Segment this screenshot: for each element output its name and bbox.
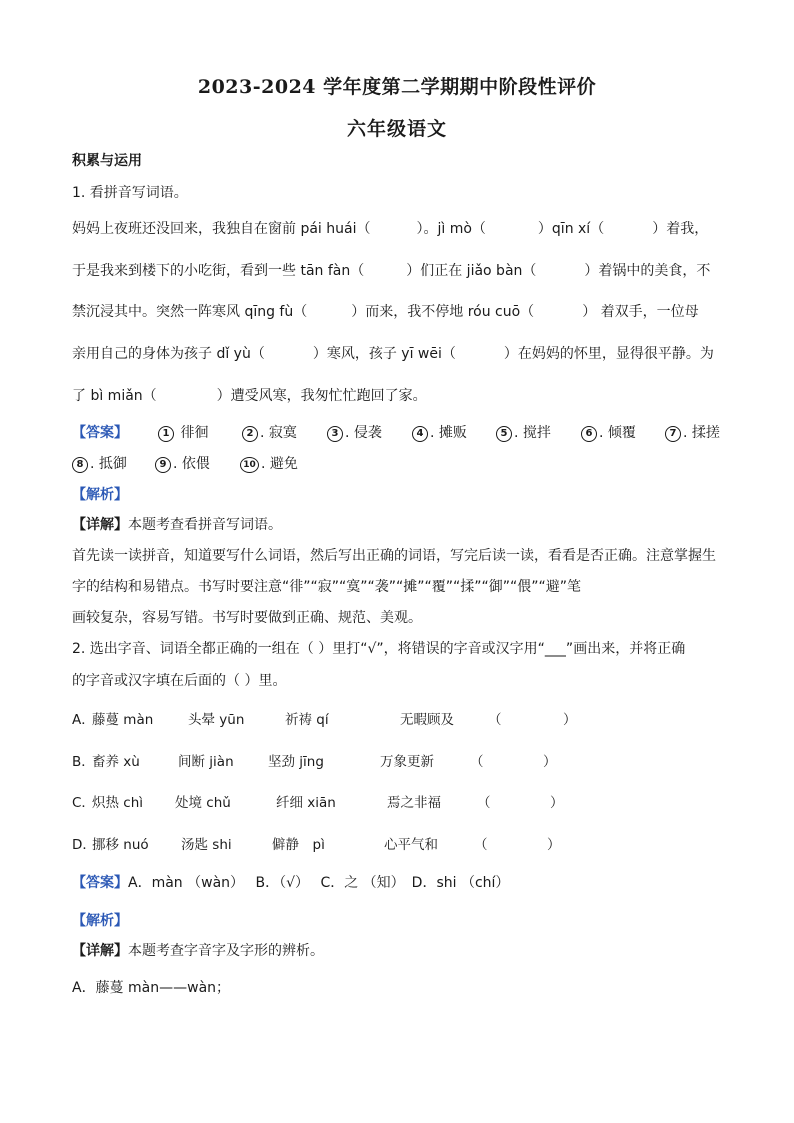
q1-line-5 bbox=[72, 387, 427, 405]
q2-option-a-item: 祈祷 qí bbox=[285, 712, 329, 728]
q2-detail bbox=[72, 942, 324, 960]
q2-option-d-paren: ） bbox=[547, 837, 561, 853]
q2-option-a-item: 无暇顾及 bbox=[400, 712, 454, 728]
q2-option-a-paren: ） bbox=[563, 712, 577, 728]
answer-text: 避免 bbox=[269, 456, 298, 472]
q2-last-line: A．藤蔓 màn——wàn； bbox=[72, 980, 231, 996]
q2-option-c-item: 焉之非福 bbox=[387, 795, 441, 811]
q1-text: ）在妈妈的怀里，显得很平静。为 bbox=[503, 346, 714, 362]
q2-option-a-item: 藤蔓 màn bbox=[92, 712, 154, 728]
page-title: 2023-2024 学年度第二学期期中阶段性评价 bbox=[197, 76, 597, 98]
q1-text: ）遭受风寒，我匆忙忙跑回了家。 bbox=[216, 388, 427, 404]
q1-answer-3: 3 . 侵袭 bbox=[327, 422, 382, 442]
circled-number: 3 bbox=[327, 426, 343, 442]
detail-text: 本题考查字音字及字形的辨析。 bbox=[128, 943, 324, 959]
answer-text: 搅拌 bbox=[522, 425, 551, 441]
q1-text: 亲用自己的身体为孩子 dǐ yù（ bbox=[72, 346, 265, 362]
q2-stem-1: 2. 选出字音、词语全都正确的一组在（ ）里打“√”，将错误的字音或汉字用“___”画出来，并将正确 bbox=[72, 641, 686, 657]
q2-option-a-paren: （ bbox=[488, 712, 502, 728]
q1-stem: 1. 看拼音写词语。 bbox=[72, 185, 188, 201]
q2-option-b-item: 畜养 xù bbox=[92, 754, 140, 770]
q2-option-b-item: 万象更新 bbox=[380, 754, 434, 770]
answer-text: 抵御 bbox=[98, 456, 127, 472]
q1-text: ）着我， bbox=[652, 221, 709, 237]
q1-answer-4: 4 . 摊贩 bbox=[412, 422, 467, 442]
q1-text: 妈妈上夜班还没回来，我独自在窗前 pái huái（ bbox=[72, 221, 371, 237]
q1-text: ）qīn xí（ bbox=[537, 221, 605, 237]
answer-text: 侵袭 bbox=[353, 425, 382, 441]
q2-option-d-paren: （ bbox=[474, 837, 488, 853]
circled-number: 5 bbox=[496, 426, 512, 442]
circled-number: 9 bbox=[155, 457, 171, 473]
q2-option-d-item: 心平气和 bbox=[384, 837, 438, 853]
q1-answer-9: 9 . 依偎 bbox=[155, 453, 210, 473]
detail-label: 【详解】 bbox=[72, 517, 128, 533]
q2-option-c-item: 纤细 xiān bbox=[276, 795, 336, 811]
answer-text: 摊贩 bbox=[438, 425, 467, 441]
circled-number: 2 bbox=[242, 426, 258, 442]
q1-analysis-label: 【解析】 bbox=[72, 487, 128, 503]
q2-option-b-paren: （ bbox=[470, 754, 484, 770]
q1-text: 于是我来到楼下的小吃街，看到一些 tān fàn（ bbox=[72, 263, 365, 279]
q1-text: 禁沉浸其中。突然一阵寒风 qīng fù（ bbox=[72, 304, 308, 320]
q1-answer-10: 10 . 避免 bbox=[240, 453, 298, 473]
circled-number: 6 bbox=[581, 426, 597, 442]
circled-number: 1 bbox=[158, 426, 174, 442]
q2-option-c-item: 处境 chǔ bbox=[175, 795, 231, 811]
q1-line-2 bbox=[72, 262, 710, 280]
q2-option-d-item: 僻静 pì bbox=[272, 837, 325, 853]
q1-text: ）们正在 jiǎo bàn（ bbox=[406, 263, 537, 279]
q2-analysis-label: 【解析】 bbox=[72, 913, 128, 929]
q2-option-b-item: 间断 jiàn bbox=[178, 754, 234, 770]
answer-text: 揉搓 bbox=[691, 425, 720, 441]
q1-line-3 bbox=[72, 303, 699, 321]
q2-option-b-label: B． bbox=[72, 754, 95, 770]
q1-answer-5: 5 . 搅拌 bbox=[496, 422, 551, 442]
circled-number: 8 bbox=[72, 457, 88, 473]
q1-answer-2: 2 . 寂寞 bbox=[242, 422, 297, 442]
circled-number: 4 bbox=[412, 426, 428, 442]
q2-stem-2: 的字音或汉字填在后面的（ ）里。 bbox=[72, 673, 287, 689]
q2-option-d-item: 汤匙 shi bbox=[181, 837, 232, 853]
circled-number: 10 bbox=[240, 457, 259, 473]
q1-detail bbox=[72, 516, 282, 534]
page-subtitle: 六年级语文 bbox=[346, 118, 447, 140]
q2-option-c-label: C． bbox=[72, 795, 95, 811]
q2-option-a-label: A． bbox=[72, 712, 95, 728]
q2-answer bbox=[72, 874, 509, 892]
q1-text: ）。jì mò（ bbox=[416, 221, 486, 237]
q2-option-a-item: 头晕 yūn bbox=[188, 712, 245, 728]
q1-explain-1: 首先读一读拼音，知道要写什么词语，然后写出正确的词语，写完后读一读，看看是否正确。注意掌握生 bbox=[72, 548, 716, 564]
q1-text: ）而来，我不停地 róu cuō（ bbox=[351, 304, 535, 320]
q1-answer-label: 【答案】 bbox=[72, 425, 128, 441]
q1-line-4 bbox=[72, 345, 714, 363]
q2-option-d-item: 挪移 nuó bbox=[92, 837, 149, 853]
answer-text: 寂寞 bbox=[268, 425, 297, 441]
q1-text: ）寒风，孩子 yī wēi（ bbox=[312, 346, 456, 362]
answer-text: 依偎 bbox=[181, 456, 210, 472]
q2-option-b-paren: ） bbox=[543, 754, 557, 770]
q2-option-c-item: 炽热 chì bbox=[92, 795, 144, 811]
detail-text: 本题考查看拼音写词语。 bbox=[128, 517, 282, 533]
q2-option-d-label: D． bbox=[72, 837, 96, 853]
circled-number: 7 bbox=[665, 426, 681, 442]
q1-text: 了 bì miǎn（ bbox=[72, 388, 157, 404]
detail-label: 【详解】 bbox=[72, 943, 128, 959]
answer-text: 倾覆 bbox=[607, 425, 636, 441]
q2-option-c-paren: （ bbox=[477, 795, 491, 811]
answer-text: 徘徊 bbox=[180, 425, 209, 441]
q1-text: ） 着双手，一位母 bbox=[582, 304, 699, 320]
q1-explain-3: 画较复杂，容易写错。书写时要做到正确、规范、美观。 bbox=[72, 610, 422, 626]
q1-answer-7: 7 . 揉搓 bbox=[665, 422, 720, 442]
q2-answer-label: 【答案】 bbox=[72, 875, 128, 891]
q1-line-1 bbox=[72, 220, 708, 238]
q2-option-c-paren: ） bbox=[550, 795, 564, 811]
q2-option-b-item: 坚劲 jīng bbox=[268, 754, 324, 770]
q1-answer-1 bbox=[158, 422, 208, 442]
q1-answer-8: 8 . 抵御 bbox=[72, 453, 127, 473]
q1-explain-2: 字的结构和易错点。书写时要注意“徘”“寂”“寞”“袭”“摊”“覆”“揉”“御”“偎”“避”笔 bbox=[72, 579, 582, 595]
section-heading: 积累与运用 bbox=[72, 153, 142, 169]
q2-answer-text: A．màn （wàn） B．（√） C．之 （知） D．shi （chí） bbox=[128, 875, 510, 891]
q1-text: ）着锅中的美食，不 bbox=[584, 263, 711, 279]
q1-answer-6: 6 . 倾覆 bbox=[581, 422, 636, 442]
